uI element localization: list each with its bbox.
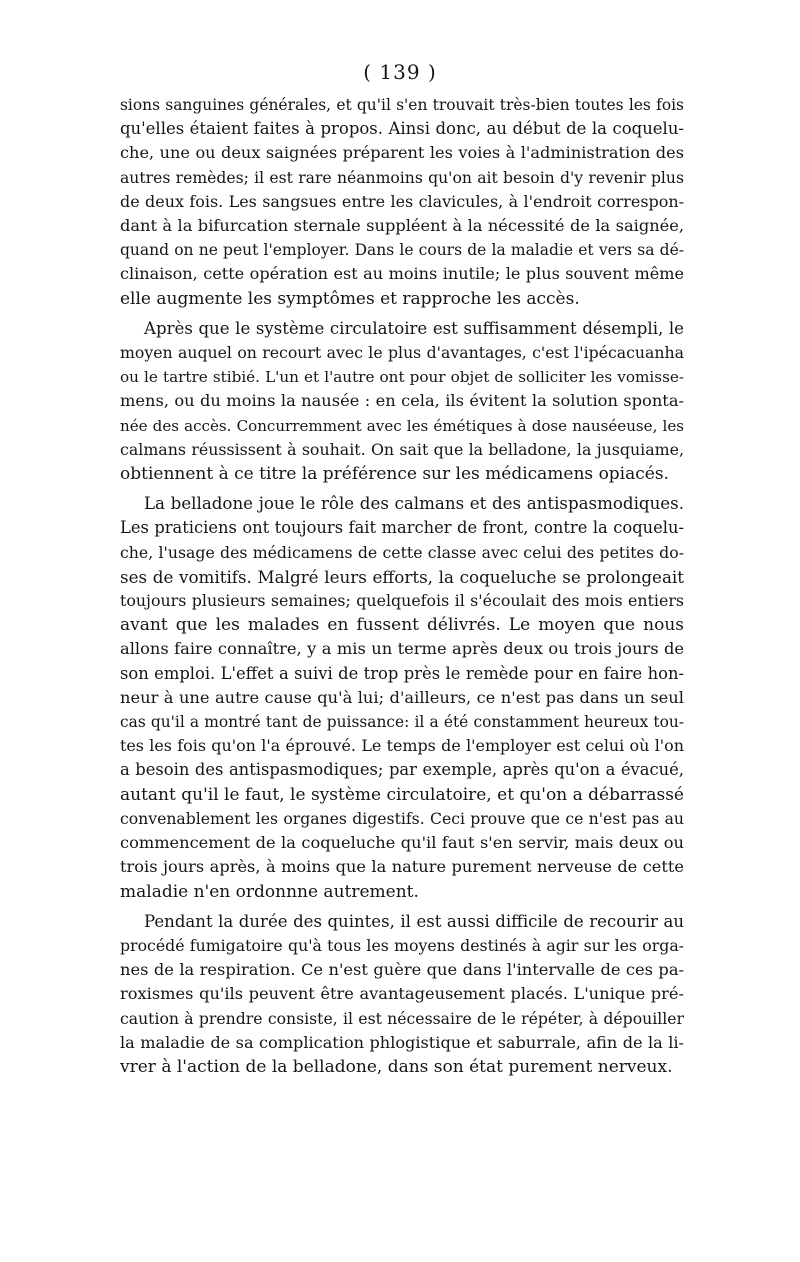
text-line: neur à une autre cause qu'à lui; d'ailleurs, ce n'est pas dans un seul bbox=[120, 687, 684, 707]
text-line: de deux fois. Les sangsues entre les clavicules, à l'endroit correspon- bbox=[120, 191, 684, 211]
text-line: qu'elles étaient faites à propos. Ainsi donc, au début de la coquelu- bbox=[120, 119, 684, 139]
text-line: convenablement les organes digestifs. Ceci prouve que ce n'est pas au bbox=[120, 808, 684, 828]
text-line: cas qu'il a montré tant de puissance: il a été constamment heureux tou- bbox=[120, 713, 684, 732]
text-line: dant à la bifurcation sternale suppléent à la nécessité de la saignée, bbox=[120, 216, 684, 236]
text-line: roxismes qu'ils peuvent être avantageusement placés. L'unique pré- bbox=[120, 984, 684, 1004]
text-line: clinaison, cette opération est au moins inutile; le plus souvent même bbox=[120, 264, 684, 284]
text-line: calmans réussissent à souhait. On sait que la belladone, la jusquiame, bbox=[120, 439, 684, 459]
page-number: ( 139 ) bbox=[363, 60, 437, 84]
text-line: ses de vomitifs. Malgré leurs efforts, la coqueluche se prolongeait bbox=[120, 566, 684, 587]
text-line: che, l'usage des médicamens de cette classe avec celui des petites do- bbox=[120, 542, 684, 562]
paragraph bbox=[120, 910, 684, 1079]
text-line: nes de la respiration. Ce n'est guère que dans l'intervalle de ces pa- bbox=[120, 960, 684, 980]
text-line: maladie n'en ordonnne autrement. bbox=[120, 881, 419, 902]
text-line: autant qu'il le faut, le système circulatoire, et qu'on a débarrassé bbox=[120, 784, 684, 805]
text-line: Pendant la durée des quintes, il est aussi difficile de recourir au bbox=[144, 911, 684, 931]
text-line: avant que les malades en fussent délivrés. Le moyen que nous bbox=[120, 615, 684, 636]
text-line: mens, ou du moins la nausée : en cela, ils évitent la solution sponta- bbox=[120, 391, 684, 411]
text-line: elle augmente les symptômes et rapproche les accès. bbox=[120, 288, 580, 309]
text-line: Les praticiens ont toujours fait marcher de front, contre la coquelu- bbox=[120, 518, 684, 538]
text-line: trois jours après, à moins que la nature purement nerveuse de cette bbox=[120, 857, 684, 877]
text-line: ou le tartre stibié. L'un et l'autre ont pour objet de solliciter les vomisse- bbox=[120, 368, 684, 387]
text-line: La belladone joue le rôle des calmans et des antispasmodiques. bbox=[144, 494, 684, 514]
text-line: Après que le système circulatoire est suffisamment désempli, le bbox=[144, 318, 684, 338]
text-line: née des accès. Concurremment avec les émétiques à dose nauséeuse, les bbox=[120, 416, 684, 435]
paragraph bbox=[120, 492, 684, 903]
text-line: procédé fumigatoire qu'à tous les moyens destinés à agir sur les orga- bbox=[120, 935, 684, 955]
text-line: a besoin des antispasmodiques; par exemple, après qu'on a évacué, bbox=[120, 760, 684, 780]
text-line: son emploi. L'effet a suivi de trop près le remède pour en faire hon- bbox=[120, 663, 684, 683]
text-line: caution à prendre consiste, il est nécessaire de le répéter, à dépouiller bbox=[120, 1008, 684, 1028]
text-line: commencement de la coqueluche qu'il faut s'en servir, mais deux ou bbox=[120, 833, 684, 853]
text-line: che, une ou deux saignées préparent les voies à l'administration des bbox=[120, 143, 684, 163]
text-line: toujours plusieurs semaines; quelquefois il s'écoulait des mois entiers bbox=[120, 591, 684, 611]
paragraph bbox=[120, 93, 684, 311]
text-line: quand on ne peut l'employer. Dans le cours de la maladie et vers sa dé- bbox=[120, 241, 684, 260]
text-line: autres remèdes; il est rare néanmoins qu'on ait besoin d'y revenir plus bbox=[120, 168, 684, 187]
text-line: obtiennent à ce titre la préférence sur les médicamens opiacés. bbox=[120, 464, 669, 485]
text-line: moyen auquel on recourt avec le plus d'avantages, c'est l'ipécacuanha bbox=[120, 343, 684, 363]
text-line: sions sanguines générales, et qu'il s'en trouvait très-bien toutes les fois bbox=[120, 96, 684, 114]
text-line: allons faire connaître, y a mis un terme après deux ou trois jours de bbox=[120, 639, 684, 659]
body-text bbox=[120, 93, 684, 1079]
text-line: vrer à l'action de la belladone, dans son état purement nerveux. bbox=[120, 1056, 673, 1077]
text-line: la maladie de sa complication phlogistique et saburrale, afin de la li- bbox=[120, 1032, 684, 1052]
text-line: tes les fois qu'on l'a éprouvé. Le temps de l'employer est celui où l'on bbox=[120, 736, 684, 756]
paragraph bbox=[120, 317, 684, 486]
